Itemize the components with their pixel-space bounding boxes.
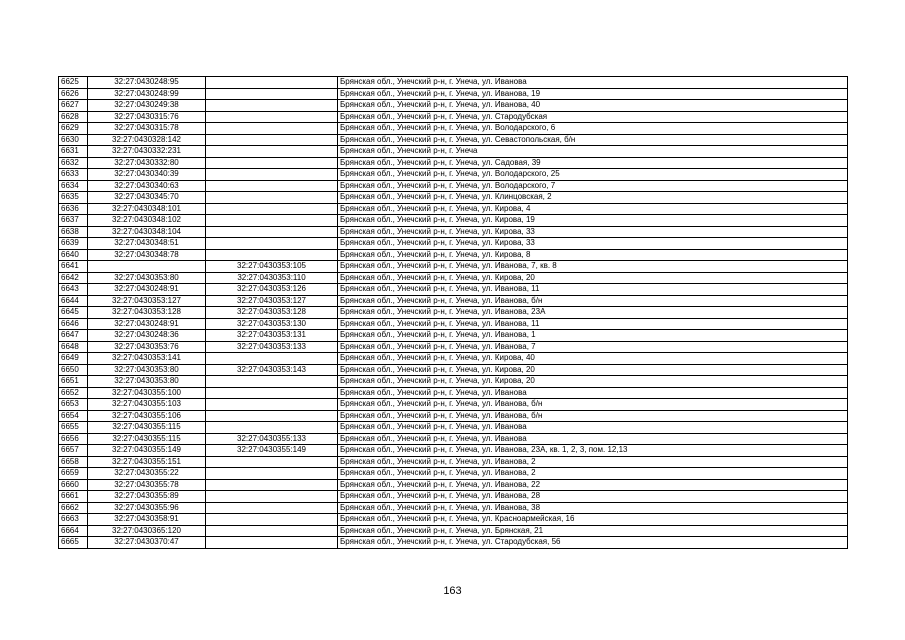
row-number-cell: 6661 [59,491,88,503]
cadastral-number-cell: 32:27:0430353:80 [88,376,206,388]
related-cadastral-number-cell: 32:27:0430353:127 [206,295,338,307]
table-row [59,88,848,100]
address-cell: Брянская обл., Унечский р-н, г. Унеча, ул. Иванова, 22 [338,479,848,491]
table-row [59,502,848,514]
address-cell: Брянская обл., Унечский р-н, г. Унеча, ул. Иванова, 38 [338,502,848,514]
row-number-cell: 6628 [59,111,88,123]
address-cell: Брянская обл., Унечский р-н, г. Унеча, ул. Стародубская [338,111,848,123]
address-cell: Брянская обл., Унечский р-н, г. Унеча, ул. Иванова, 2 [338,456,848,468]
related-cadastral-number-cell: 32:27:0430353:131 [206,330,338,342]
row-number-cell: 6644 [59,295,88,307]
row-number-cell: 6638 [59,226,88,238]
table-row [59,272,848,284]
cadastral-number-cell: 32:27:0430355:115 [88,433,206,445]
cadastral-number-cell: 32:27:0430355:89 [88,491,206,503]
table-row [59,215,848,227]
address-cell: Брянская обл., Унечский р-н, г. Унеча, ул. Иванова, 1 [338,330,848,342]
table-row [59,157,848,169]
cadastral-number-cell: 32:27:0430365:120 [88,525,206,537]
row-number-cell: 6625 [59,77,88,89]
row-number-cell: 6632 [59,157,88,169]
related-cadastral-number-cell [206,399,338,411]
address-cell: Брянская обл., Унечский р-н, г. Унеча, ул. Кирова, 4 [338,203,848,215]
row-number-cell: 6649 [59,353,88,365]
cadastral-number-cell: 32:27:0430248:36 [88,330,206,342]
address-cell: Брянская обл., Унечский р-н, г. Унеча, ул. Иванова, 2 [338,468,848,480]
related-cadastral-number-cell [206,215,338,227]
address-cell: Брянская обл., Унечский р-н, г. Унеча, ул. Иванова, 40 [338,100,848,112]
table-row [59,433,848,445]
table-row [59,491,848,503]
row-number-cell: 6645 [59,307,88,319]
row-number-cell: 6636 [59,203,88,215]
table-row [59,295,848,307]
related-cadastral-number-cell [206,491,338,503]
table-row [59,445,848,457]
table-row [59,100,848,112]
cadastral-number-cell: 32:27:0430353:80 [88,272,206,284]
related-cadastral-number-cell [206,134,338,146]
address-cell: Брянская обл., Унечский р-н, г. Унеча, ул. Иванова, 28 [338,491,848,503]
cadastral-number-cell: 32:27:0430353:80 [88,364,206,376]
row-number-cell: 6659 [59,468,88,480]
row-number-cell: 6656 [59,433,88,445]
related-cadastral-number-cell [206,376,338,388]
address-cell: Брянская обл., Унечский р-н, г. Унеча, ул. Кирова, 33 [338,238,848,250]
cadastral-number-cell: 32:27:0430355:22 [88,468,206,480]
related-cadastral-number-cell: 32:27:0430353:126 [206,284,338,296]
address-cell: Брянская обл., Унечский р-н, г. Унеча, ул. Володарского, 7 [338,180,848,192]
address-cell: Брянская обл., Унечский р-н, г. Унеча, ул. Брянская, 21 [338,525,848,537]
related-cadastral-number-cell [206,157,338,169]
cadastral-number-cell: 32:27:0430328:142 [88,134,206,146]
table-row [59,410,848,422]
row-number-cell: 6634 [59,180,88,192]
table-row [59,203,848,215]
table-row [59,134,848,146]
row-number-cell: 6658 [59,456,88,468]
row-number-cell: 6654 [59,410,88,422]
related-cadastral-number-cell: 32:27:0430353:133 [206,341,338,353]
related-cadastral-number-cell: 32:27:0430353:105 [206,261,338,273]
row-number-cell: 6662 [59,502,88,514]
table-row [59,353,848,365]
cadastral-number-cell: 32:27:0430332:80 [88,157,206,169]
row-number-cell: 6640 [59,249,88,261]
related-cadastral-number-cell [206,525,338,537]
address-cell: Брянская обл., Унечский р-н, г. Унеча, ул. Садовая, 39 [338,157,848,169]
table-row [59,307,848,319]
cadastral-number-cell [88,261,206,273]
registry-table-body [59,77,848,549]
row-number-cell: 6664 [59,525,88,537]
table-row [59,376,848,388]
address-cell: Брянская обл., Унечский р-н, г. Унеча, ул. Иванова, 11 [338,284,848,296]
cadastral-number-cell: 32:27:0430355:106 [88,410,206,422]
related-cadastral-number-cell [206,203,338,215]
related-cadastral-number-cell: 32:27:0430355:133 [206,433,338,445]
related-cadastral-number-cell [206,226,338,238]
row-number-cell: 6635 [59,192,88,204]
cadastral-number-cell: 32:27:0430248:95 [88,77,206,89]
related-cadastral-number-cell [206,422,338,434]
related-cadastral-number-cell [206,410,338,422]
cadastral-number-cell: 32:27:0430348:104 [88,226,206,238]
row-number-cell: 6651 [59,376,88,388]
row-number-cell: 6642 [59,272,88,284]
address-cell: Брянская обл., Унечский р-н, г. Унеча, ул. Иванова, 23А [338,307,848,319]
table-row [59,146,848,158]
related-cadastral-number-cell: 32:27:0430355:149 [206,445,338,457]
table-row [59,249,848,261]
cadastral-number-cell: 32:27:0430332:231 [88,146,206,158]
address-cell: Брянская обл., Унечский р-н, г. Унеча, ул. Кирова, 40 [338,353,848,365]
cadastral-number-cell: 32:27:0430348:101 [88,203,206,215]
address-cell: Брянская обл., Унечский р-н, г. Унеча, ул. Иванова [338,422,848,434]
cadastral-number-cell: 32:27:0430340:63 [88,180,206,192]
row-number-cell: 6633 [59,169,88,181]
related-cadastral-number-cell [206,100,338,112]
table-row [59,261,848,273]
row-number-cell: 6629 [59,123,88,135]
cadastral-number-cell: 32:27:0430315:76 [88,111,206,123]
row-number-cell: 6655 [59,422,88,434]
related-cadastral-number-cell [206,88,338,100]
related-cadastral-number-cell [206,77,338,89]
related-cadastral-number-cell [206,169,338,181]
table-row [59,399,848,411]
table-row [59,284,848,296]
table-row [59,318,848,330]
related-cadastral-number-cell: 32:27:0430353:110 [206,272,338,284]
address-cell: Брянская обл., Унечский р-н, г. Унеча, ул. Кирова, 20 [338,272,848,284]
related-cadastral-number-cell [206,238,338,250]
cadastral-number-cell: 32:27:0430248:91 [88,284,206,296]
related-cadastral-number-cell [206,249,338,261]
cadastral-number-cell: 32:27:0430370:47 [88,537,206,549]
cadastral-number-cell: 32:27:0430248:91 [88,318,206,330]
registry-table [58,76,848,549]
row-number-cell: 6652 [59,387,88,399]
address-cell: Брянская обл., Унечский р-н, г. Унеча, ул. Иванова, б/н [338,295,848,307]
cadastral-number-cell: 32:27:0430348:78 [88,249,206,261]
cadastral-number-cell: 32:27:0430355:149 [88,445,206,457]
table-row [59,468,848,480]
related-cadastral-number-cell [206,537,338,549]
address-cell: Брянская обл., Унечский р-н, г. Унеча, ул. Кирова, 20 [338,376,848,388]
row-number-cell: 6665 [59,537,88,549]
related-cadastral-number-cell [206,456,338,468]
cadastral-number-cell: 32:27:0430340:39 [88,169,206,181]
table-row [59,525,848,537]
related-cadastral-number-cell [206,468,338,480]
address-cell: Брянская обл., Унечский р-н, г. Унеча, ул. Кирова, 8 [338,249,848,261]
related-cadastral-number-cell: 32:27:0430353:130 [206,318,338,330]
table-row [59,341,848,353]
cadastral-number-cell: 32:27:0430248:99 [88,88,206,100]
address-cell: Брянская обл., Унечский р-н, г. Унеча, ул. Иванова, 11 [338,318,848,330]
row-number-cell: 6639 [59,238,88,250]
related-cadastral-number-cell: 32:27:0430353:128 [206,307,338,319]
cadastral-number-cell: 32:27:0430353:127 [88,295,206,307]
table-row [59,330,848,342]
page-number: 163 [443,585,462,597]
row-number-cell: 6631 [59,146,88,158]
row-number-cell: 6663 [59,514,88,526]
address-cell: Брянская обл., Унечский р-н, г. Унеча, ул. Иванова, б/н [338,399,848,411]
address-cell: Брянская обл., Унечский р-н, г. Унеча, ул. Иванова [338,387,848,399]
table-row [59,111,848,123]
table-row [59,422,848,434]
address-cell: Брянская обл., Унечский р-н, г. Унеча, ул. Кирова, 19 [338,215,848,227]
row-number-cell: 6653 [59,399,88,411]
table-row [59,514,848,526]
row-number-cell: 6627 [59,100,88,112]
row-number-cell: 6650 [59,364,88,376]
cadastral-number-cell: 32:27:0430353:76 [88,341,206,353]
table-row [59,169,848,181]
address-cell: Брянская обл., Унечский р-н, г. Унеча, ул. Володарского, 6 [338,123,848,135]
row-number-cell: 6637 [59,215,88,227]
row-number-cell: 6660 [59,479,88,491]
row-number-cell: 6643 [59,284,88,296]
address-cell: Брянская обл., Унечский р-н, г. Унеча, ул. Стародубская, 56 [338,537,848,549]
cadastral-number-cell: 32:27:0430355:96 [88,502,206,514]
address-cell: Брянская обл., Унечский р-н, г. Унеча, ул. Севастопольская, б/н [338,134,848,146]
address-cell: Брянская обл., Унечский р-н, г. Унеча, ул. Иванова, 7, кв. 8 [338,261,848,273]
table-row [59,192,848,204]
related-cadastral-number-cell [206,479,338,491]
address-cell: Брянская обл., Унечский р-н, г. Унеча, ул. Иванова, 23А, кв. 1, 2, 3, пом. 12,13 [338,445,848,457]
table-row [59,364,848,376]
table-row [59,226,848,238]
cadastral-number-cell: 32:27:0430249:38 [88,100,206,112]
address-cell: Брянская обл., Унечский р-н, г. Унеча, ул. Володарского, 25 [338,169,848,181]
related-cadastral-number-cell [206,502,338,514]
row-number-cell: 6626 [59,88,88,100]
row-number-cell: 6657 [59,445,88,457]
related-cadastral-number-cell [206,180,338,192]
table-row [59,479,848,491]
row-number-cell: 6647 [59,330,88,342]
address-cell: Брянская обл., Унечский р-н, г. Унеча, ул. Кирова, 33 [338,226,848,238]
cadastral-number-cell: 32:27:0430355:103 [88,399,206,411]
table-row [59,537,848,549]
row-number-cell: 6648 [59,341,88,353]
cadastral-number-cell: 32:27:0430355:100 [88,387,206,399]
cadastral-number-cell: 32:27:0430355:115 [88,422,206,434]
address-cell: Брянская обл., Унечский р-н, г. Унеча, ул. Иванова, 7 [338,341,848,353]
cadastral-number-cell: 32:27:0430355:151 [88,456,206,468]
cadastral-number-cell: 32:27:0430353:128 [88,307,206,319]
cadastral-number-cell: 32:27:0430358:91 [88,514,206,526]
table-row [59,180,848,192]
cadastral-number-cell: 32:27:0430345:70 [88,192,206,204]
row-number-cell: 6646 [59,318,88,330]
related-cadastral-number-cell [206,146,338,158]
related-cadastral-number-cell: 32:27:0430353:143 [206,364,338,376]
related-cadastral-number-cell [206,111,338,123]
table-row [59,77,848,89]
related-cadastral-number-cell [206,353,338,365]
address-cell: Брянская обл., Унечский р-н, г. Унеча [338,146,848,158]
address-cell: Брянская обл., Унечский р-н, г. Унеча, ул. Кирова, 20 [338,364,848,376]
cadastral-number-cell: 32:27:0430315:78 [88,123,206,135]
address-cell: Брянская обл., Унечский р-н, г. Унеча, ул. Иванова [338,433,848,445]
related-cadastral-number-cell [206,387,338,399]
cadastral-number-cell: 32:27:0430348:51 [88,238,206,250]
cadastral-number-cell: 32:27:0430348:102 [88,215,206,227]
cadastral-number-cell: 32:27:0430353:141 [88,353,206,365]
address-cell: Брянская обл., Унечский р-н, г. Унеча, ул. Клинцовская, 2 [338,192,848,204]
table-row [59,238,848,250]
related-cadastral-number-cell [206,192,338,204]
address-cell: Брянская обл., Унечский р-н, г. Унеча, ул. Иванова [338,77,848,89]
cadastral-number-cell: 32:27:0430355:78 [88,479,206,491]
row-number-cell: 6630 [59,134,88,146]
table-row [59,387,848,399]
related-cadastral-number-cell [206,514,338,526]
row-number-cell: 6641 [59,261,88,273]
table-row [59,123,848,135]
address-cell: Брянская обл., Унечский р-н, г. Унеча, ул. Иванова, 19 [338,88,848,100]
table-row [59,456,848,468]
address-cell: Брянская обл., Унечский р-н, г. Унеча, ул. Иванова, б/н [338,410,848,422]
related-cadastral-number-cell [206,123,338,135]
address-cell: Брянская обл., Унечский р-н, г. Унеча, ул. Красноармейская, 16 [338,514,848,526]
